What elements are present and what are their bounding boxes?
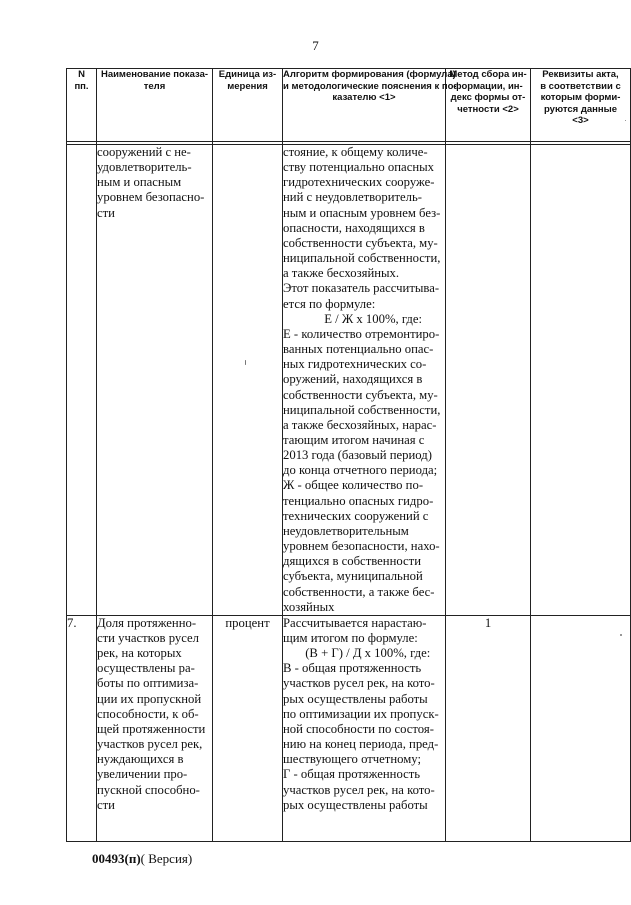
indicator-table [66, 68, 631, 842]
document-footer [92, 851, 192, 867]
page-number: 7 [312, 38, 319, 53]
row-requisites [531, 615, 631, 841]
row-number [67, 145, 97, 616]
document-code: 00493(п) [92, 851, 141, 866]
row-method: 1 [446, 615, 531, 841]
header-number: N пп. [67, 69, 97, 142]
row-algorithm: Рассчитывается нарастаю- щим итогом по формуле: (В + Г) / Д х 100%, где: В - общая протяженность участков русел рек, на кото- рых осуществлены работы по оптимизации их пропуск- ной способности по состоя- нию на конец периода, пред- шествующего отчетному; Г - общая протяженность участков русел рек, на кото- рых осуществлены работы [283, 615, 446, 841]
header-name: Наименование показа- теля [97, 69, 213, 142]
table-header-row [67, 69, 631, 142]
header-unit: Единица из- мерения [213, 69, 283, 142]
table-row [67, 145, 631, 616]
row-method [446, 145, 531, 616]
header-requisites: Реквизиты акта, в соответствии с которым форми- руются данные <3> [531, 69, 631, 142]
scan-speck [625, 120, 626, 121]
header-algorithm: Алгоритм формирования (формула) и методологические пояснения к по- казателю <1> [283, 69, 446, 142]
row-number: 7. [67, 615, 97, 841]
table-row [67, 615, 631, 841]
row-requisites [531, 145, 631, 616]
row-indicator-name: Доля протяженно- сти участков русел рек, на которых осуществлены ра- боты по оптимиза- ции их пропускной способности, к об- щей протяженности участков русел рек, нуждающихся в увеличении про- пускной способно- сти [97, 615, 213, 841]
scan-speck [245, 360, 246, 365]
scan-speck [620, 634, 622, 636]
row-unit [213, 145, 283, 616]
row-algorithm: стояние, к общему количе- ству потенциально опасных гидротехнических сооруже- ний с неудовлетворитель- ным и опасным уровнем без- опасности, находящихся в собственности субъекта, му- ниципальной собственности, а также бесхозяйных. Этот показатель рассчитыва- ется по формуле: Е / Ж х 100%, где: Е - количество отремонтиро- ванных потенциально опас- ных гидротехнических со- оружений, находящихся в собственности субъекта, му- ниципальной собственности, а также бесхозяйных, нарас- тающим итогом начиная с 2013 года (базовый период) до конца отчетного периода; Ж - общее количество по- тенциально опасных гидро- технических сооружений с неудовлетворительным уровнем безопасности, нахо- дящихся в собственности субъекта, муниципальной собственности, а также бес- хозяйных [283, 145, 446, 616]
row-indicator-name: сооружений с не- удовлетворитель- ным и опасным уровнем безопасно- сти [97, 145, 213, 616]
document-version: ( Версия) [140, 851, 193, 866]
row-unit: процент [213, 615, 283, 841]
header-method: Метод сбора ин- формации, ин- декс формы от- четности <2> [446, 69, 531, 142]
